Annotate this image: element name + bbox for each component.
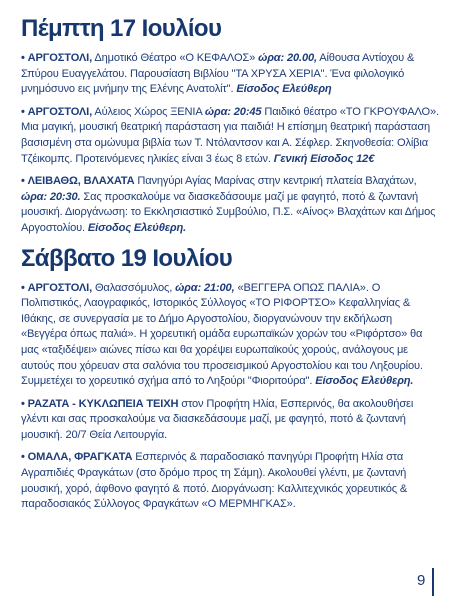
event-venue: Αύλειος Χώρος ΞΕΝΙΑ <box>92 105 205 118</box>
bullet: • <box>21 52 25 64</box>
page-number: 9 <box>417 572 426 589</box>
event-description: στον Προφήτη Ηλία, Εσπερινός, θα ακολουθήσει γλέντι και σας προσκαλούμε να διασκεδάσουμε μαζί, με φαγητό, ποτό & ζωντανή μουσική. 20/7 Θεία Λειτουργία. <box>21 397 414 441</box>
day-heading-saturday: Σάββατο 19 Ιουλίου <box>21 244 233 272</box>
event-admission: Γενική Είσοδος 12€ <box>273 152 375 165</box>
event-time: ώρα: 20:30. <box>21 190 81 203</box>
event-venue: Δημοτικό Θέατρο «Ο ΚΕΦΑΛΟΣ» <box>92 52 259 64</box>
bullet: • <box>21 397 25 410</box>
event-admission: Είσοδος Ελεύθερη. <box>87 221 187 234</box>
event-description: Εσπερινός & παραδοσιακό πανηγύρι Προφήτη Ηλία στα Αγραπιδιές Φραγκάτων (στο δρόμο προς τη Σάμη). Ακολουθεί γλέντι, με ζωντανή μουσική, χορό, άφθονο φαγητό & ποτό. Διοργάνωση: Καλλιτεχνικός χορευτικός & παραδοσιακός Σύλλογος Φραγκάτων «Ο ΜΕΡΜΗΓΚΑΣ». <box>21 451 408 511</box>
event-entry <box>21 281 439 390</box>
event-time: ώρα: 20:45 <box>204 105 262 118</box>
day-heading-thursday: Πέμπτη 17 Ιουλίου <box>21 15 222 42</box>
event-entry <box>21 397 439 444</box>
event-listing <box>21 14 439 520</box>
event-location: ΡΑΖΑΤΑ - ΚΥΚΛΩΠΕΙΑ ΤΕΙΧΗ <box>27 397 179 410</box>
event-venue: Πανηγύρι Αγίας Μαρίνας στην κεντρική πλατεία Βλαχάτων, <box>134 175 417 188</box>
event-time: ώρα: 21:00, <box>175 281 235 294</box>
event-entry <box>21 105 439 167</box>
event-description: «ΒΕΓΓΕΡΑ ΟΠΩΣ ΠΑΛΙΑ». Ο Πολιτιστικός, Λαογραφικός, Ιστορικός Σύλλογος «ΤΟ ΡΙΦΟΡΤΣΟ» Κεφαλληνίας & Ιθάκης, σε συνεργασία με το Δήμο Αργοστολίου, διοργανώνουν την εκδήλωση «Βεγγέρα όπως παλιά». Η χορευτική ομάδα ευρωπαϊκών χορών του «Ριφόρτσο» θα μας «ταξιδέψει» αιώνες πίσω και θα χορέψει ευρωπαϊκούς χορούς, ανάλογους με αυτούς που χόρευαν στα σαλόνια του προσεισμικού Αργοστολίου και του Ληξουρίου. Συμμετέχει το χορευτικό σχήμα από το Ληξούρι "Φιοριτούρα". <box>21 281 423 388</box>
event-admission: Είσοδος Ελεύθερη. <box>315 375 414 388</box>
event-location: ΑΡΓΟΣΤΟΛΙ, <box>27 105 93 118</box>
event-description: Παιδικό θέατρο «ΤΟ ΓΚΡΟΥΦΑΛΟ». Μια μαγική, μουσική θεατρική παράσταση για παιδιά! Η επίσημη θεατρική παράσταση βασισμένη στα ομώνυμα βιβλία των Τ. Ντόλαντσον και Α. Σέφλερ. Σκηνοθεσία: Ολίβια Τζέικομπς. Προτεινόμενες ηλικίες είναι 3 έως 8 ετών. <box>21 105 439 165</box>
page-number-rule <box>432 568 434 596</box>
event-location: ΑΡΓΟΣΤΟΛΙ, <box>27 52 93 64</box>
event-description: Αίθουσα Αντίοχου & Σπύρου Ευαγγελάτου. Παρουσίαση Βιβλίου "ΤΑ ΧΡΥΣΑ ΧΕΡΙΑ". Ένα φιλολογικό μνημόσυνο εις μνήμην της Ελένης Ανατολίτ". <box>21 52 415 96</box>
event-location: ΟΜΑΛΑ, ΦΡΑΓΚΑΤΑ <box>27 451 133 464</box>
event-venue: Θαλασσόμυλος, <box>92 281 176 294</box>
event-entry <box>21 450 439 512</box>
event-entry <box>21 51 439 98</box>
bullet: • <box>21 451 25 464</box>
event-entry <box>21 174 439 236</box>
bullet: • <box>21 105 25 118</box>
event-location: ΑΡΓΟΣΤΟΛΙ, <box>27 281 93 294</box>
event-description: Σας προσκαλούμε να διασκεδάσουμε μαζί με φαγητό, ποτό & ζωντανή μουσική. Διοργάνωση: το Εκκλησιαστικό Συμβούλιο, Π.Σ. «Αίνος» Βλαχάτων και Δήμος Αργοστολίου. <box>21 190 436 234</box>
event-location: ΛΕΙΒΑΘΩ, ΒΛΑΧΑΤΑ <box>27 175 135 188</box>
bullet: • <box>21 281 25 294</box>
event-time: ώρα: 20.00, <box>258 52 317 64</box>
bullet: • <box>21 175 25 188</box>
event-admission: Είσοδος Ελεύθερη <box>236 83 332 96</box>
